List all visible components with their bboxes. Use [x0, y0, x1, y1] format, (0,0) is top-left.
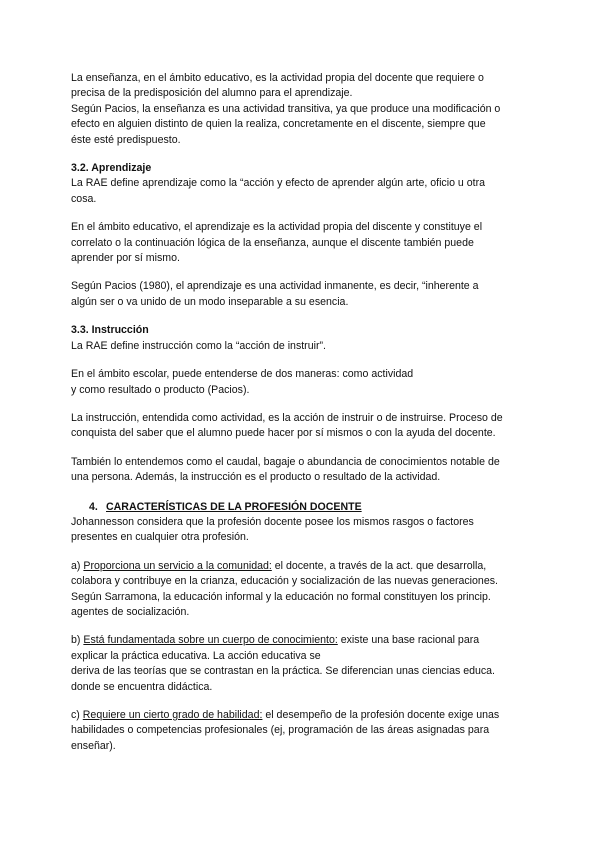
text-line: enseñar).	[71, 739, 116, 752]
text-line: correlato o la continuación lógica de la enseñanza, aunque el discente también puede	[71, 236, 474, 249]
list-item-a	[71, 559, 540, 621]
item-title: Proporciona un servicio a la comunidad:	[83, 559, 272, 572]
section-heading	[71, 500, 540, 515]
section-title: CARACTERÍSTICAS DE LA PROFESIÓN DOCENTE	[106, 500, 362, 513]
text-line	[71, 633, 540, 648]
text-line: y como resultado o producto (Pacios).	[71, 383, 250, 396]
text-line	[71, 559, 540, 574]
item-title: Está fundamentada sobre un cuerpo de conocimiento:	[83, 634, 338, 647]
text-line: algún ser o va unido de un modo inseparable a su esencia.	[71, 295, 349, 308]
text-line: agentes de socialización.	[71, 605, 190, 618]
text-line: explicar la práctica educativa. La acción educativa se	[71, 649, 321, 662]
text-line: éste esté predispuesto.	[71, 133, 181, 146]
item-prefix: a)	[71, 559, 84, 572]
text-line: aprender por sí mismo.	[71, 252, 180, 265]
text-line: También lo entendemos como el caudal, bagaje o abundancia de conocimientos notable de	[71, 455, 500, 468]
text-line: La enseñanza, en el ámbito educativo, es la actividad propia del docente que requiere o	[71, 72, 484, 84]
text-line: Según Pacios (1980), el aprendizaje es una actividad inmanente, es decir, “inherente a	[71, 280, 479, 293]
text-line: presentes en cualquier otra profesión.	[71, 531, 249, 544]
text-line	[71, 708, 540, 723]
text-line: En el ámbito educativo, el aprendizaje es la actividad propia del discente y constituye el	[71, 221, 483, 234]
section-heading: 3.2. Aprendizaje	[71, 162, 152, 175]
text-line: La RAE define aprendizaje como la “acción y efecto de aprender algún arte, oficio u otra	[71, 177, 485, 190]
text-line: donde se encuentra didáctica.	[71, 680, 213, 693]
item-text: el desempeño de la profesión docente exige unas	[262, 709, 500, 721]
list-item-c	[71, 708, 540, 754]
text-line: Según Sarramona, la educación informal y la educación no formal constituyen los princip.	[71, 590, 491, 603]
list-item-b	[71, 633, 540, 695]
text-line: En el ámbito escolar, puede entenderse de dos maneras: como actividad	[71, 368, 414, 381]
text-line: cosa.	[71, 192, 97, 205]
text-line: habilidades o competencias profesionales (ej, programación de las áreas asignadas para	[71, 724, 490, 737]
item-text: el docente, a través de la act. que desarrolla,	[271, 559, 487, 572]
item-prefix: c)	[71, 709, 83, 721]
text-line: precisa de la predisposición del alumno para el aprendizaje.	[71, 87, 353, 100]
text-line: conquista del saber que el alumno puede hacer por sí mismos o con la ayuda del docente.	[71, 427, 496, 440]
item-title: Requiere un cierto grado de habilidad:	[82, 709, 263, 721]
intro-paragraph	[71, 71, 540, 148]
text-line: La RAE define instrucción como la “acción de instruir”.	[71, 339, 326, 352]
section-number: 4.	[89, 500, 98, 513]
section-3-2	[71, 161, 540, 310]
text-line: una persona. Además, la instrucción es el producto o resultado de la actividad.	[71, 471, 441, 484]
text-line: colabora y contribuye en la crianza, educación y socialización de las nuevas generaciones.	[71, 575, 498, 588]
text-line: Según Pacios, la enseñanza es una actividad transitiva, ya que produce una modificación o	[71, 102, 501, 115]
section-3-3	[71, 323, 540, 485]
text-line: deriva de las teorías que se contrastan en la práctica. Se diferencian unas ciencias educa.	[71, 665, 496, 678]
section-4	[71, 500, 540, 755]
text-line: La instrucción, entendida como actividad, es la acción de instruir o de instruirse. Proceso de	[71, 411, 503, 424]
text-line: Johannesson considera que la profesión docente posee los mismos rasgos o factores	[71, 515, 474, 528]
item-prefix: b)	[71, 634, 84, 647]
section-heading: 3.3. Instrucción	[71, 324, 149, 337]
text-line: efecto en alguien distinto de quien la realiza, concretamente en el discente, siempre que	[71, 118, 486, 131]
item-text: existe una base racional para	[337, 634, 480, 647]
